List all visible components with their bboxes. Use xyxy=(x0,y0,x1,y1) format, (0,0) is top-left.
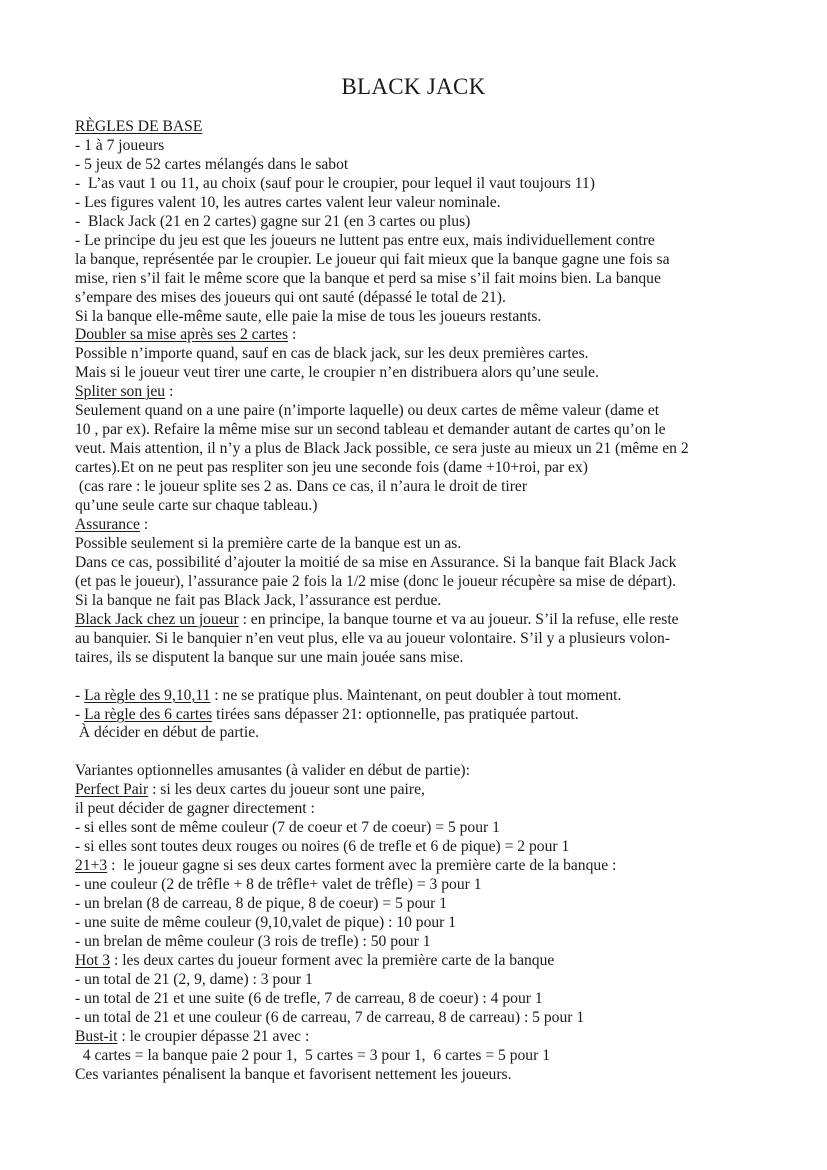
line-text: : xyxy=(288,326,297,344)
line-text: - si elles sont toutes deux rouges ou noires (6 de trefle et 6 de pique) = 2 pour 1 xyxy=(75,838,570,856)
line-text: Seulement quand on a une paire (n’importe laquelle) ou deux cartes de même valeur (dame et xyxy=(75,402,660,420)
section-heading-line xyxy=(75,857,755,876)
line-text: : en principe, la banque tourne et va au joueur. S’il la refuse, elle reste xyxy=(238,610,679,628)
text-line xyxy=(75,402,755,421)
blank-line xyxy=(75,668,755,687)
underlined-heading: Black Jack chez un joueur xyxy=(75,610,239,628)
line-text: Dans ce cas, possibilité d’ajouter la moitié de sa mise en Assurance. Si la banque fait Black Jack xyxy=(75,553,677,571)
text-line xyxy=(75,459,755,478)
line-text: - 1 à 7 joueurs xyxy=(75,136,165,154)
line-text: - un total de 21 et une suite (6 de trefle, 7 de carreau, 8 de coeur) : 4 pour 1 xyxy=(75,989,543,1007)
line-text: : xyxy=(139,516,149,534)
underlined-heading: Doubler sa mise après ses 2 cartes xyxy=(75,326,289,344)
section-heading-line xyxy=(75,611,755,630)
section-heading-line xyxy=(75,516,755,535)
line-text: veut. Mais attention, il n’y a plus de Black Jack possible, ce sera juste au mieux un 21 (même en 2 xyxy=(75,440,689,458)
text-line xyxy=(75,497,755,516)
text-line xyxy=(75,838,755,857)
text-line xyxy=(75,592,755,611)
section-heading-line xyxy=(75,1028,755,1047)
section-heading-line xyxy=(75,706,755,725)
section-heading-line xyxy=(75,687,755,706)
text-line xyxy=(75,649,755,668)
text-line xyxy=(75,876,755,895)
line-text: - un total de 21 (2, 9, dame) : 3 pour 1 xyxy=(75,970,313,988)
text-line xyxy=(75,1009,755,1028)
line-text: Si la banque ne fait pas Black Jack, l’assurance est perdue. xyxy=(75,591,442,609)
text-line xyxy=(75,554,755,573)
underlined-heading: Spliter son jeu xyxy=(75,383,166,401)
underlined-heading: Bust-it xyxy=(75,1027,118,1045)
text-line xyxy=(75,421,755,440)
text-line xyxy=(75,364,755,383)
text-line xyxy=(75,762,755,781)
text-line xyxy=(75,819,755,838)
line-text: - Black Jack (21 en 2 cartes) gagne sur 21 (en 3 cartes ou plus) xyxy=(75,212,471,230)
line-text: mise, rien s’il fait le même score que la banque et perd sa mise s’il fait moins bien. La banque xyxy=(75,269,661,287)
line-text: - L’as vaut 1 ou 11, au choix (sauf pour le croupier, pour lequel il vaut toujours 11) xyxy=(75,174,595,192)
underlined-heading: La règle des 6 cartes xyxy=(84,705,213,723)
blank-line xyxy=(75,743,755,762)
line-text: Variantes optionnelles amusantes (à valider en début de partie): xyxy=(75,762,470,780)
text-line xyxy=(75,194,755,213)
text-line xyxy=(75,630,755,649)
text-line xyxy=(75,573,755,592)
line-text: - un brelan (8 de carreau, 8 de pique, 8 de coeur) = 5 pour 1 xyxy=(75,895,448,913)
document-title: BLACK JACK xyxy=(341,74,486,99)
line-text: - Les figures valent 10, les autres cartes valent leur valeur nominale. xyxy=(75,193,501,211)
line-text: - 5 jeux de 52 cartes mélangés dans le sabot xyxy=(75,155,349,173)
document-body xyxy=(75,118,755,1085)
section-heading-line xyxy=(75,383,755,402)
line-text: - si elles sont de même couleur (7 de coeur et 7 de coeur) = 5 pour 1 xyxy=(75,819,500,837)
text-line xyxy=(75,137,755,156)
text-line xyxy=(75,251,755,270)
line-text: : xyxy=(165,383,174,401)
underlined-heading: Assurance xyxy=(75,516,140,534)
text-line xyxy=(75,1066,755,1085)
text-line xyxy=(75,213,755,232)
text-line xyxy=(75,724,755,743)
text-line xyxy=(75,895,755,914)
text-line xyxy=(75,933,755,952)
text-line xyxy=(75,270,755,289)
underlined-heading: Hot 3 xyxy=(75,951,111,969)
text-line xyxy=(75,308,755,327)
line-text: : le croupier dépasse 21 avec : xyxy=(117,1027,310,1045)
line-text: : les deux cartes du joueur forment avec la première carte de la banque xyxy=(110,951,555,969)
underlined-heading: 21+3 xyxy=(75,857,108,875)
section-heading-line xyxy=(75,952,755,971)
line-text: tirées sans dépasser 21: optionnelle, pas pratiquée partout. xyxy=(212,705,579,723)
text-line xyxy=(75,478,755,497)
text-line xyxy=(75,971,755,990)
underlined-heading: La règle des 9,10,11 xyxy=(84,686,211,704)
line-text: 4 cartes = la banque paie 2 pour 1, 5 cartes = 3 pour 1, 6 cartes = 5 pour 1 xyxy=(75,1046,550,1064)
line-text: Possible n’importe quand, sauf en cas de black jack, sur les deux premières cartes. xyxy=(75,345,589,363)
text-line xyxy=(75,535,755,554)
line-text: taires, ils se disputent la banque sur une main jouée sans mise. xyxy=(75,648,464,666)
line-text: Ces variantes pénalisent la banque et favorisent nettement les joueurs. xyxy=(75,1065,512,1083)
line-text: : ne se pratique plus. Maintenant, on peut doubler à tout moment. xyxy=(210,686,622,704)
line-text: - un brelan de même couleur (3 rois de trefle) : 50 pour 1 xyxy=(75,932,431,950)
line-text: : si les deux cartes du joueur sont une paire, xyxy=(148,781,425,799)
line-text: (cas rare : le joueur splite ses 2 as. Dans ce cas, il n’aura le droit de tirer xyxy=(75,478,528,496)
line-text: il peut décider de gagner directement : xyxy=(75,800,315,818)
line-text: Possible seulement si la première carte de la banque est un as. xyxy=(75,534,462,552)
text-line xyxy=(75,289,755,308)
text-line xyxy=(75,990,755,1009)
text-line xyxy=(75,156,755,175)
line-text: : le joueur gagne si ses deux cartes forment avec la première carte de la banque : xyxy=(107,857,617,875)
line-text: au banquier. Si le banquier n’en veut plus, elle va au joueur volontaire. S’il y a plusieurs volon- xyxy=(75,629,671,647)
line-text: Mais si le joueur veut tirer une carte, le croupier n’en distribuera alors qu’une seule. xyxy=(75,364,599,382)
line-text: - une suite de même couleur (9,10,valet de pique) : 10 pour 1 xyxy=(75,914,457,931)
line-text: - un total de 21 et une couleur (6 de carreau, 7 de carreau, 8 de carreau) : 5 pour 1 xyxy=(75,1008,585,1026)
line-text: la banque, représentée par le croupier. Le joueur qui fait mieux que la banque gagne une fois sa xyxy=(75,250,670,268)
line-text: s’empare des mises des joueurs qui ont sauté (dépassé le total de 21). xyxy=(75,288,506,306)
text-line xyxy=(75,232,755,251)
line-text: (et pas le joueur), l’assurance paie 2 fois la 1/2 mise (donc le joueur récupère sa mise de départ). xyxy=(75,572,676,590)
line-text: 10 , par ex). Refaire la même mise sur un second tableau et demander autant de cartes qu’on le xyxy=(75,421,666,439)
underlined-heading: Perfect Pair xyxy=(75,781,149,799)
text-line xyxy=(75,914,755,933)
section-heading-line xyxy=(75,118,755,137)
line-text: - Le principe du jeu est que les joueurs ne luttent pas entre eux, mais individuellement contre xyxy=(75,231,655,249)
underlined-heading: RÈGLES DE BASE xyxy=(75,118,203,135)
line-prefix: - xyxy=(75,705,85,723)
line-text: qu’une seule carte sur chaque tableau.) xyxy=(75,497,318,515)
text-line xyxy=(75,345,755,364)
section-heading-line xyxy=(75,781,755,800)
text-line xyxy=(75,440,755,459)
section-heading-line xyxy=(75,326,755,345)
line-prefix: - xyxy=(75,686,85,704)
line-text: cartes).Et on ne peut pas respliter son jeu une seconde fois (dame +10+roi, par ex) xyxy=(75,459,588,477)
line-text: Si la banque elle-même saute, elle paie la mise de tous les joueurs restants. xyxy=(75,307,542,325)
text-line xyxy=(75,1047,755,1066)
line-text: - une couleur (2 de trêfle + 8 de trêfle+ valet de trêfle) = 3 pour 1 xyxy=(75,876,482,894)
text-line xyxy=(75,175,755,194)
line-text: À décider en début de partie. xyxy=(75,724,260,742)
text-line xyxy=(75,800,755,819)
